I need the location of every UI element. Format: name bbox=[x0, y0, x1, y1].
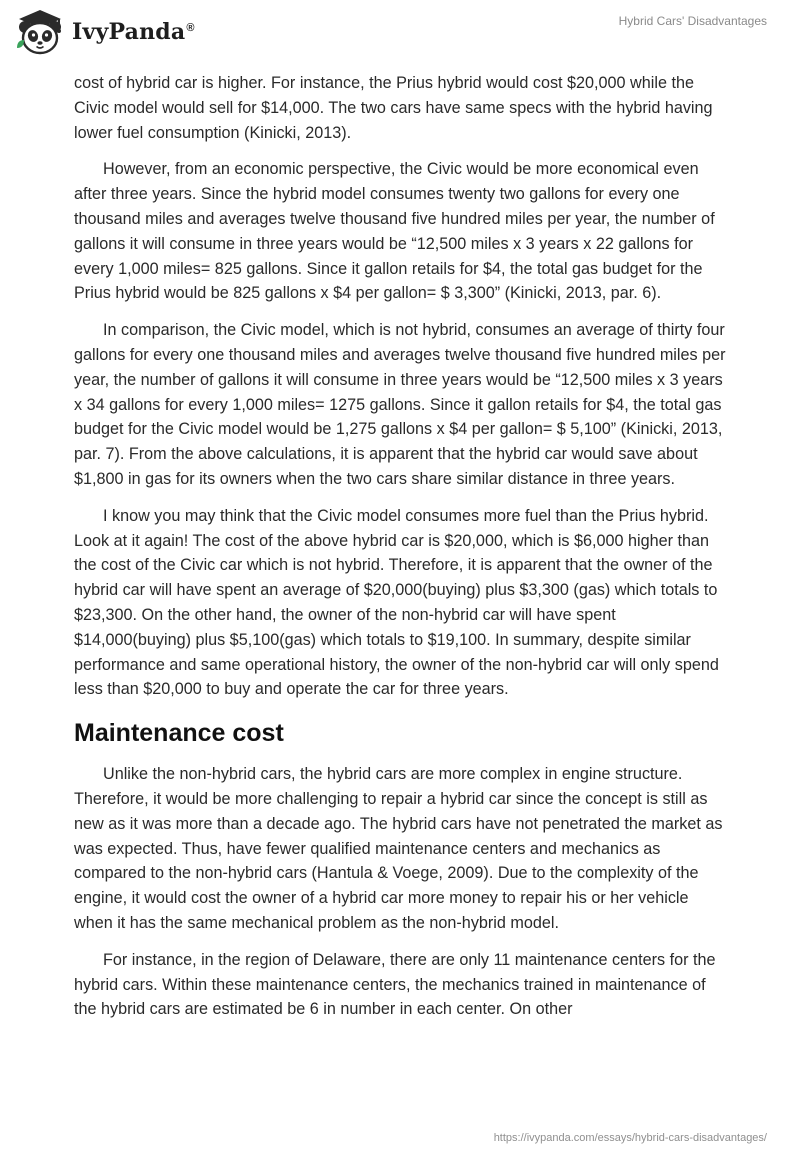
source-url[interactable]: https://ivypanda.com/essays/hybrid-cars-disadvantages/ bbox=[493, 1132, 767, 1144]
paragraph: cost of hybrid car is higher. For instance, the Prius hybrid would cost $20,000 while the Civic model would sell for $14,000. The two cars have same specs with the hybrid having lower fuel consumption (Kinicki, 2013). bbox=[74, 74, 713, 142]
brand-name: IvyPanda® bbox=[72, 19, 195, 45]
article-body bbox=[74, 71, 728, 1034]
paragraph: However, from an economic perspective, the Civic would be more economical even after three years. Since the hybrid model consumes twenty two gallons for every one thousand miles and averages twelve thousand five hundred miles per year, the number of gallons it will consume in three years would be “12,500 miles x 3 years x 22 gallons for every 1,000 miles= 825 gallons. Since it gallon retails for $4, the total gas budget for the Prius hybrid would be 825 gallons x $4 per gallon= $ 3,300” (Kinicki, 2013, par. 6). bbox=[74, 160, 715, 303]
ivypanda-logo[interactable] bbox=[14, 8, 195, 56]
section-heading: Maintenance cost bbox=[74, 719, 284, 748]
paragraph: For instance, in the region of Delaware, there are only 11 maintenance centers for the hybrid cars. Within these maintenance centers, the mechanics trained in maintenance of the hybrid cars are estimated be 6 in number in each center. On other bbox=[74, 950, 716, 1019]
paragraph: In comparison, the Civic model, which is not hybrid, consumes an average of thirty four gallons for every one thousand miles and averages twelve thousand five hundred miles per year, the number of gallons it will consume in three years would be “12,500 miles x 3 years x 34 gallons for every 1,000 miles= 1275 gallons. Since it gallon retails for $4, the total gas budget for the Civic model would be 1,275 gallons x $4 per gallon= $ 5,100” (Kinicki, 2013, par. 7). From the above calculations, it is apparent that the hybrid car would save about $1,800 in gas for its owners when the two cars share similar distance in three years. bbox=[74, 321, 726, 488]
panda-graduate-icon bbox=[14, 8, 66, 56]
paragraph: Unlike the non-hybrid cars, the hybrid cars are more complex in engine structure. Therefore, it would be more challenging to repair a hybrid car since the concept is still as new as it was more than a decade ago. The hybrid cars have not penetrated the market as was expected. Thus, have fewer qualified maintenance centers and mechanics as compared to the non-hybrid cars (Hantula & Voege, 2009). Due to the complexity of the engine, it would cost the owner of a hybrid car more money to repair his or her vehicle when it has the same mechanical problem as the non-hybrid model. bbox=[74, 765, 723, 932]
document-title: Hybrid Cars' Disadvantages bbox=[618, 14, 767, 28]
paragraph: I know you may think that the Civic model consumes more fuel than the Prius hybrid. Look at it again! The cost of the above hybrid car is $20,000, which is $6,000 higher than the cost of the Civic car which is not hybrid. Therefore, it is apparent that the owner of the hybrid car will have spent an average of $20,000(buying) plus $3,300 (gas) which totals to $23,300. On the other hand, the owner of the non-hybrid car will have spent $14,000(buying) plus $5,100(gas) which totals to $19,100. In summary, despite similar performance and same operational history, the owner of the non-hybrid car will only spend less than $20,000 to buy and operate the car for three years. bbox=[74, 506, 719, 699]
page-header bbox=[0, 0, 800, 64]
